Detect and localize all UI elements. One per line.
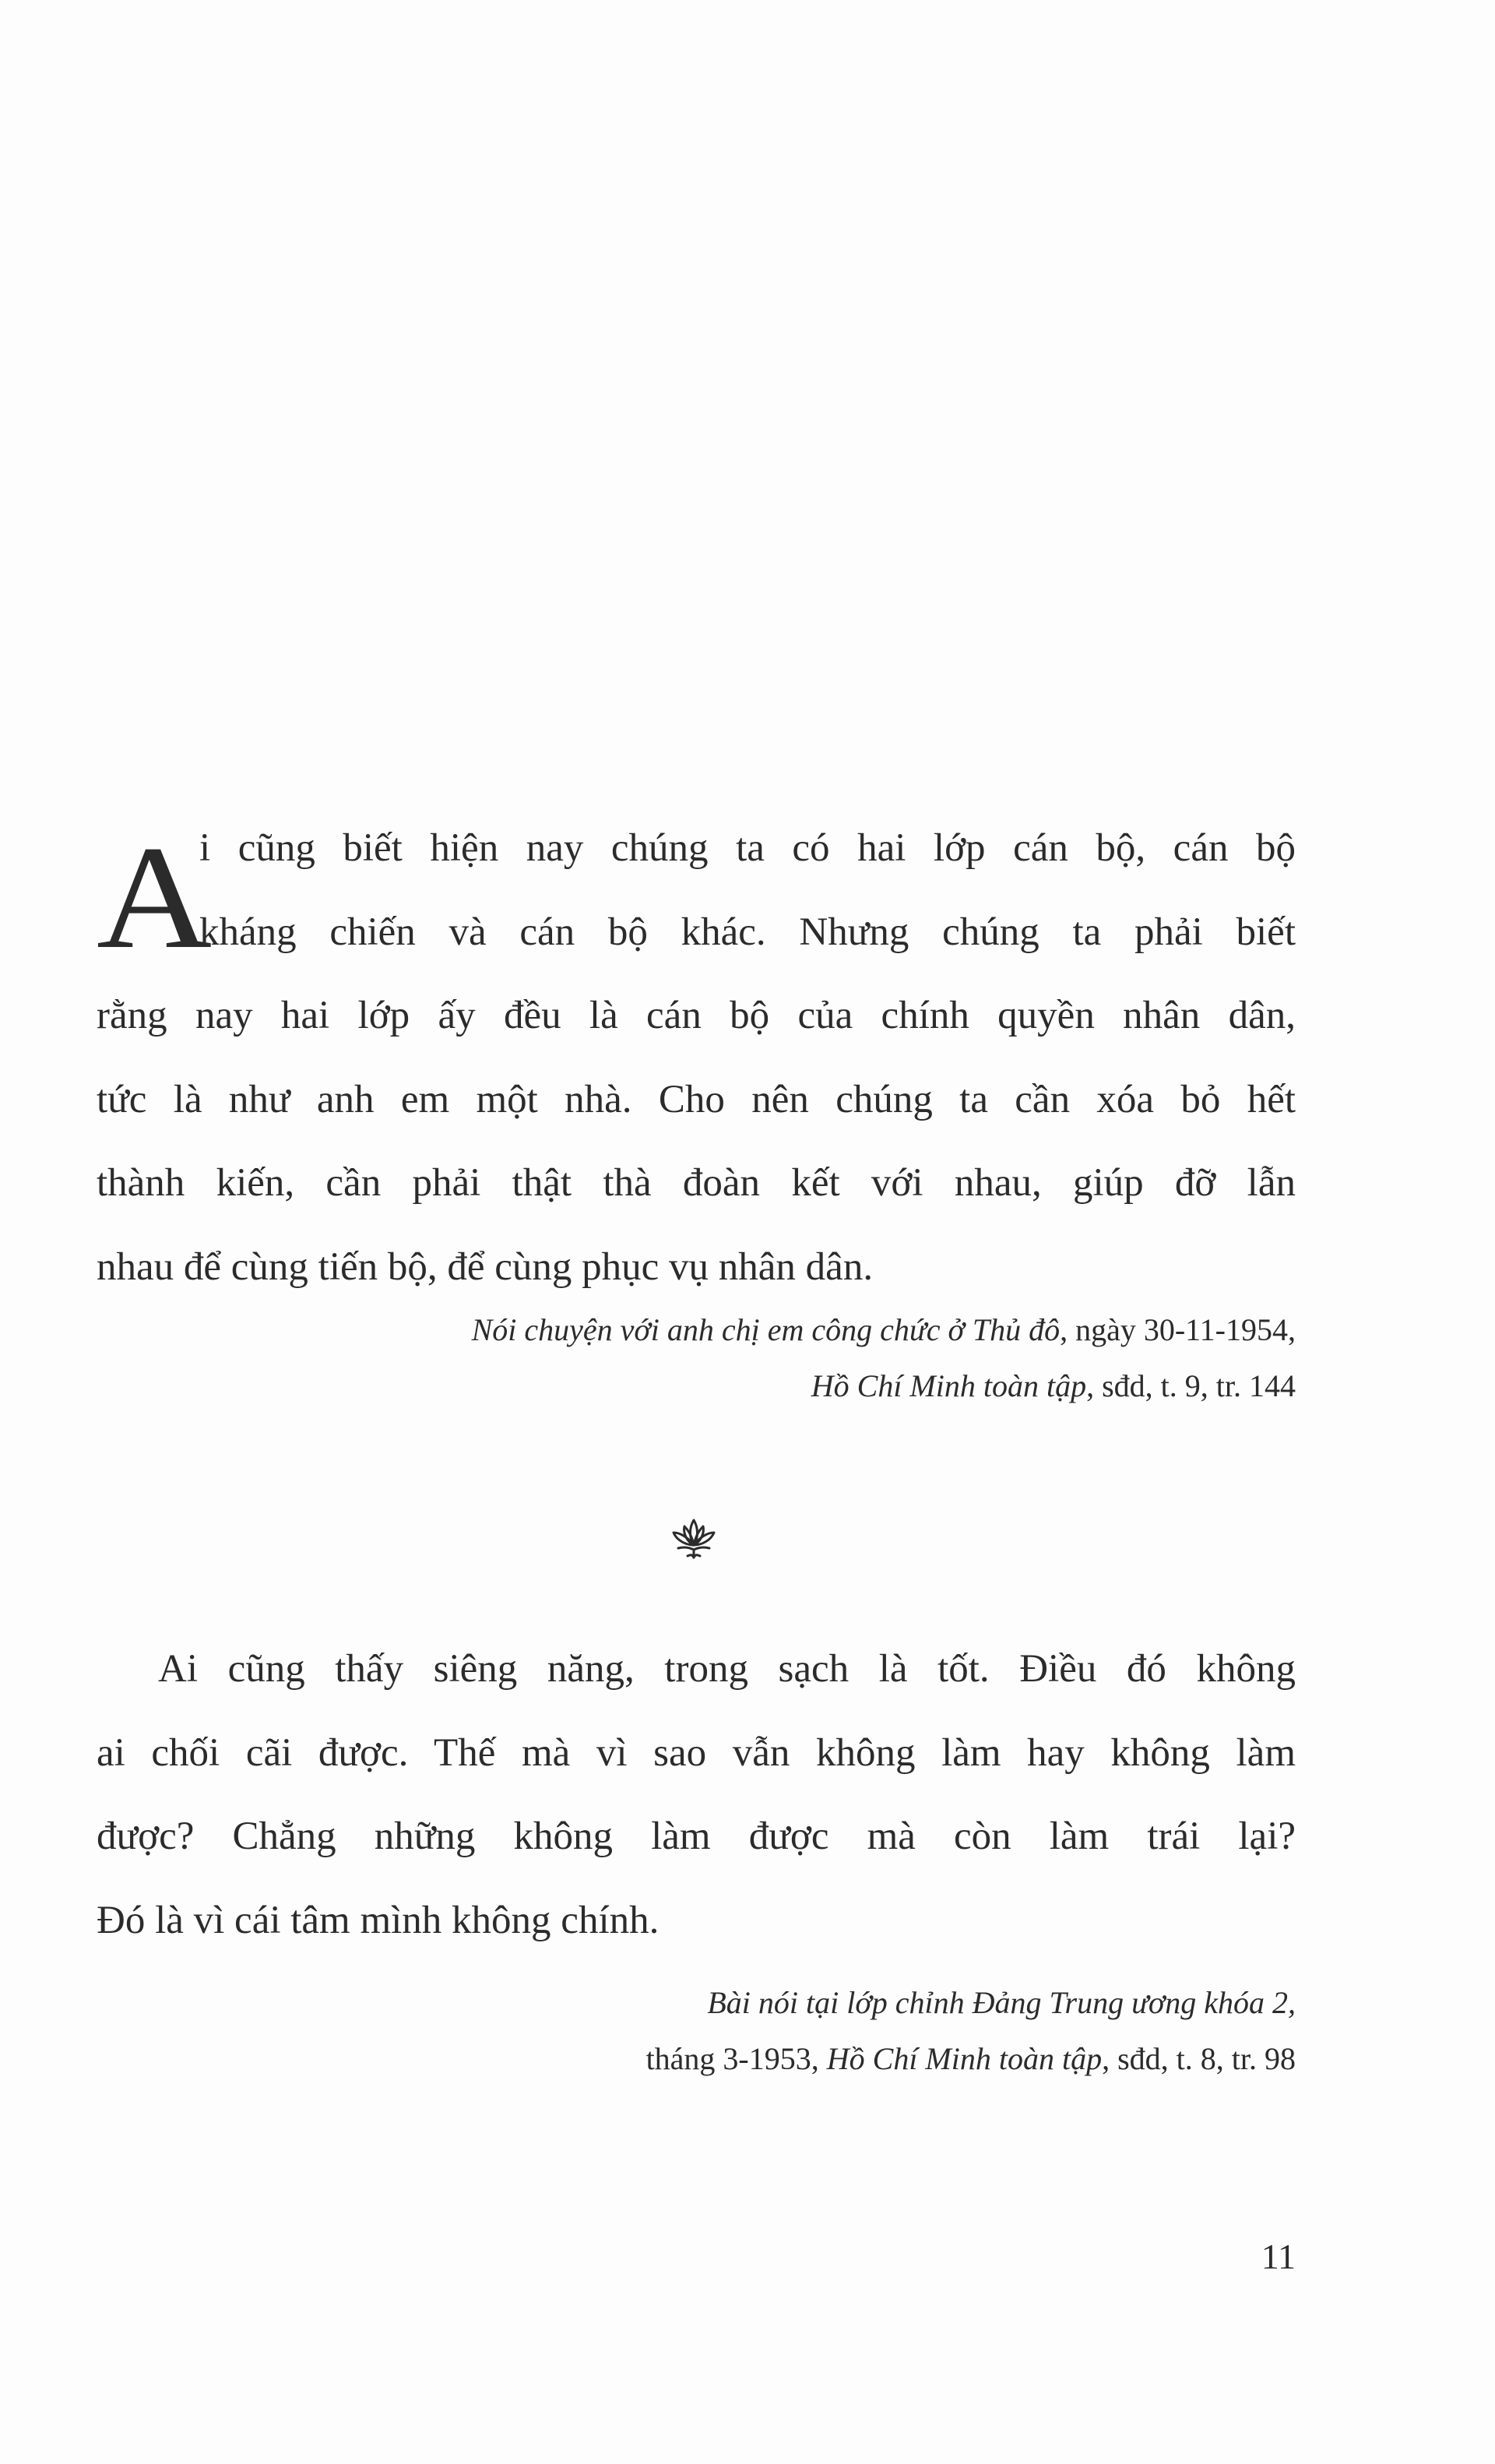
paragraph-line: tức là như anh em một nhà. Cho nên chúng ta cần xóa bỏ hết bbox=[97, 1077, 1296, 1121]
citation-line bbox=[646, 2031, 1296, 2087]
quote-paragraph-2 bbox=[97, 1628, 1296, 1962]
paragraph-line: thành kiến, cần phải thật thà đoàn kết với nhau, giúp đỡ lẫn bbox=[97, 1161, 1296, 1205]
citation-date: tháng 3-1953, bbox=[645, 2041, 827, 2076]
paragraph-line: được? Chẳng những không làm được mà còn làm trái lại? bbox=[97, 1815, 1296, 1858]
citation-title: Nói chuyện với anh chị em công chức ở Thủ đô bbox=[471, 1312, 1061, 1347]
citation-source: Hồ Chí Minh toàn tập bbox=[826, 2041, 1103, 2076]
paragraph-line: nhau để cùng tiến bộ, để cùng phục vụ nhân dân. bbox=[97, 1244, 874, 1289]
citation-date: , ngày 30-11-1954, bbox=[1060, 1312, 1296, 1347]
page-number: 11 bbox=[1261, 2237, 1296, 2276]
paragraph-line: rằng nay hai lớp ấy đều là cán bộ của chính quyền nhân dân, bbox=[97, 994, 1296, 1037]
paragraph-line: kháng chiến và cán bộ khác. Nhưng chúng ta phải biết bbox=[199, 910, 1296, 954]
citation-line bbox=[646, 1975, 1296, 2031]
paragraph-line: i cũng biết hiện nay chúng ta có hai lớp cán bộ, cán bộ bbox=[199, 826, 1296, 870]
drop-cap: A bbox=[97, 816, 213, 980]
citation-ref: , sđd, t. 8, tr. 98 bbox=[1102, 2041, 1296, 2076]
citation-ref: , sđd, t. 9, tr. 144 bbox=[1086, 1368, 1296, 1403]
quote-paragraph-1 bbox=[97, 807, 1296, 1309]
paragraph-line: Ai cũng thấy siêng năng, trong sạch là tốt. Điều đó không bbox=[158, 1647, 1296, 1691]
citation-1 bbox=[472, 1302, 1296, 1414]
paragraph-line: Đó là vì cái tâm mình không chính. bbox=[97, 1898, 660, 1942]
citation-line bbox=[472, 1358, 1296, 1414]
citation-title: Bài nói tại lớp chỉnh Đảng Trung ương khóa 2, bbox=[707, 1985, 1296, 2020]
citation-line bbox=[472, 1302, 1296, 1358]
citation-source: Hồ Chí Minh toàn tập bbox=[811, 1368, 1087, 1403]
lotus-icon bbox=[669, 1515, 719, 1562]
citation-2 bbox=[646, 1975, 1296, 2087]
paragraph-line: ai chối cãi được. Thế mà vì sao vẫn không làm hay không làm bbox=[97, 1730, 1296, 1775]
